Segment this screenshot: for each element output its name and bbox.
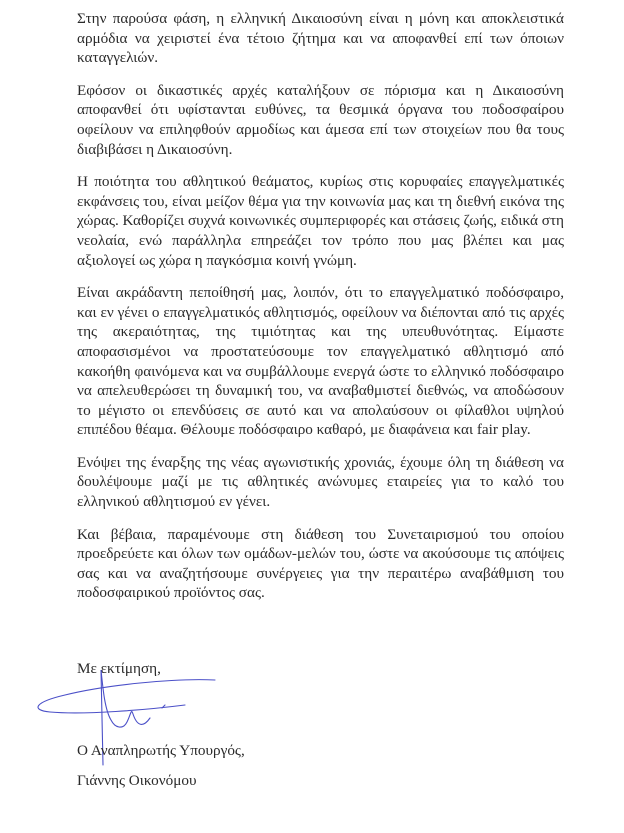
letter-body bbox=[77, 9, 564, 616]
signature-tick-stroke bbox=[162, 705, 165, 708]
paragraph-cooperation: Και βέβαια, παραμένουμε στη διάθεση του Συνεταιρισμού του οποίου προεδρεύετε και όλων των ομάδων-μελών του, ώστε να ακούσουμε τις απόψεις σας και να αναζητήσουμε συνέργειες για την περαιτέρω αναβάθμιση του ποδοσφαιρικού προϊόντος σας. bbox=[77, 525, 564, 602]
paragraph-justice-competence: Στην παρούσα φάση, η ελληνική Δικαιοσύνη είναι η μόνη και αποκλειστικά αρμόδια να χειριστεί ένα τέτοιο ζήτημα και να αποφανθεί επί των όποιων καταγγελιών. bbox=[77, 10, 564, 67]
signature-vertical-stroke bbox=[101, 670, 150, 727]
paragraph-integrity-conviction: Είναι ακράδαντη πεποίθησή μας, λοιπόν, ότι το επαγγελματικό ποδόσφαιρο, και εν γένει ο επαγγελματικός αθλητισμός, οφείλουν να διέπονται από τις αρχές της ακεραιότητας, της τιμιότητας και της υπευθυνότητας. Είμαστε αποφασισμένοι να προστατεύσουμε τον επαγγελματικό αθλητισμό από κακοήθη φαινόμενα και να συμβάλλουμε ενεργά ώστε το ελληνικό ποδόσφαιρο να απελευθερώσει τη δυναμική του, να αναβαθμιστεί διεθνώς, να αποδώσουν το μέγιστο οι επενδύσεις σε αυτό και να απολαύσουν οι φίλαθλοι υψηλού επιπέδου θέαμα. Θέλουμε ποδόσφαιρο καθαρό, με διαφάνεια και fair play. bbox=[77, 284, 564, 439]
paragraph-judicial-findings: Εφόσον οι δικαστικές αρχές καταλήξουν σε πόρισμα και η Δικαιοσύνη αποφανθεί ότι υφίστανται ευθύνες, τα θεσμικά όργανα του ποδοσφαίρου οφείλουν να επιληφθούν αρμοδίως και άμεσα επί των στοιχείων που θα τους διαβιβάσει η Δικαιοσύνη. bbox=[77, 81, 564, 158]
signatory-title: Ο Αναπληρωτής Υπουργός, bbox=[77, 742, 245, 759]
signatory-name: Γιάννης Οικονόμου bbox=[77, 772, 197, 789]
paragraph-spectacle-quality: Η ποιότητα του αθλητικού θεάματος, κυρίως στις κορυφαίες επαγγελματικές εκφάνσεις του, είναι μείζον θέμα για την κοινωνία μας και τη διεθνή εικόνα της χώρας. Καθορίζει συχνά κοινωνικές συμπεριφορές και στάσεις ζωής, ειδικά στη νεολαία, ενώ παράλληλα επηρεάζει τον τρόπο που μας βλέπει και μας αξιολογεί ως χώρα η παγκόσμια κοινή γνώμη. bbox=[77, 173, 564, 269]
closing-salutation: Με εκτίμηση, bbox=[77, 660, 161, 677]
signature-loop-stroke bbox=[38, 680, 215, 713]
paragraph-new-season: Ενόψει της έναρξης της νέας αγωνιστικής χρονιάς, έχουμε όλη τη διάθεση να δουλέψουμε μαζί με τις αθλητικές ανώνυμες εταιρείες για το καλό του ελληνικού αθλητισμού εν γένει. bbox=[77, 453, 564, 511]
